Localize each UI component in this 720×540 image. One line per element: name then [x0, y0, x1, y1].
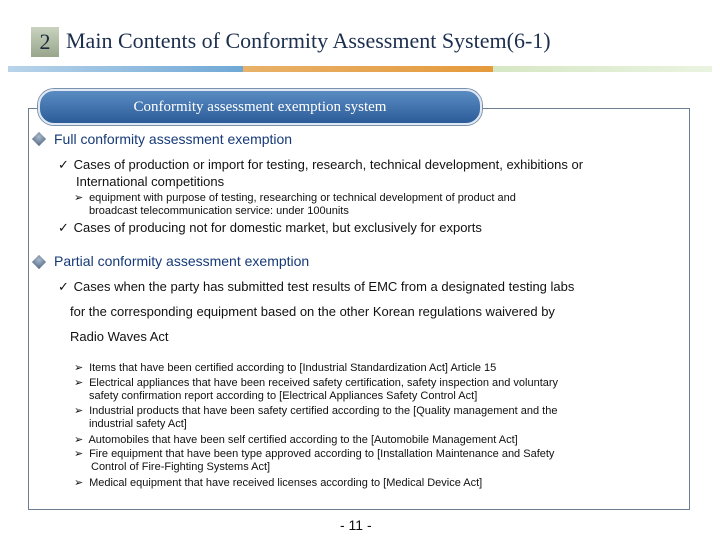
section-number: 2: [31, 27, 59, 57]
arrow-item: [74, 361, 496, 374]
panel-title: Conformity assessment exemption system: [38, 89, 482, 125]
arrow-item: [74, 476, 482, 489]
check-text: Cases when the party has submitted test results of EMC from a designated testing labs: [73, 279, 575, 294]
check-icon: ✓: [58, 220, 69, 235]
arrow-icon: ➢: [74, 405, 84, 417]
arrow-text-cont: Control of Fire-Fighting Systems Act]: [91, 461, 271, 473]
check-icon: ✓: [58, 279, 69, 294]
arrow-item: [74, 447, 554, 460]
arrow-text: Fire equipment that have been type approved according to [Installation Maintenance and Safety: [89, 448, 555, 460]
arrow-text: Items that have been certified according to [Industrial Standardization Act] Article 15: [89, 362, 497, 374]
arrow-text: Automobiles that have been self certified according to the [Automobile Management Act]: [88, 434, 518, 446]
arrow-item: [74, 404, 557, 417]
arrow-text-cont: safety confirmation report according to [Electrical Appliances Safety Control Act]: [89, 390, 478, 402]
check-text-cont: for the corresponding equipment based on the other Korean regulations waivered by: [70, 304, 555, 319]
check-icon: ✓: [58, 157, 69, 172]
slide-header: [0, 0, 720, 75]
check-text: Cases of producing not for domestic market, but exclusively for exports: [73, 220, 482, 235]
title-rule: [8, 66, 712, 72]
arrow-text: Electrical appliances that have been received safety certification, safety inspection and voluntary: [89, 377, 559, 389]
arrow-icon: ➢: [74, 192, 84, 204]
arrow-text: Industrial products that have been safety certified according to the [Quality management and the: [89, 405, 558, 417]
slide-title: Main Contents of Conformity Assessment System(6-1): [66, 28, 551, 53]
arrow-item: [74, 191, 516, 204]
arrow-icon: ➢: [74, 377, 84, 389]
arrow-text: Medical equipment that have received licenses according to [Medical Device Act]: [89, 477, 483, 489]
arrow-item: [74, 433, 518, 446]
check-text: Cases of production or import for testing, research, technical development, exhibitions or: [73, 157, 584, 172]
arrow-icon: ➢: [74, 362, 84, 374]
partial-exemption-heading: Partial conformity assessment exemption: [54, 253, 310, 269]
arrow-item: [74, 376, 558, 389]
arrow-icon: ➢: [74, 448, 84, 460]
arrow-icon: ➢: [74, 477, 84, 489]
check-text-cont: Radio Waves Act: [70, 329, 169, 344]
check-text-cont: International competitions: [76, 174, 225, 189]
arrow-icon: ➢: [74, 434, 84, 446]
check-item: [58, 279, 574, 295]
arrow-text-cont: industrial safety Act]: [89, 418, 187, 430]
check-item: [58, 157, 583, 173]
page-number: - 11 -: [340, 517, 372, 533]
arrow-text-cont: broadcast telecommunication service: under 100units: [89, 205, 349, 217]
full-exemption-heading: Full conformity assessment exemption: [54, 131, 293, 147]
arrow-text: equipment with purpose of testing, researching or technical development of product and: [89, 192, 516, 204]
check-item: [58, 220, 482, 236]
